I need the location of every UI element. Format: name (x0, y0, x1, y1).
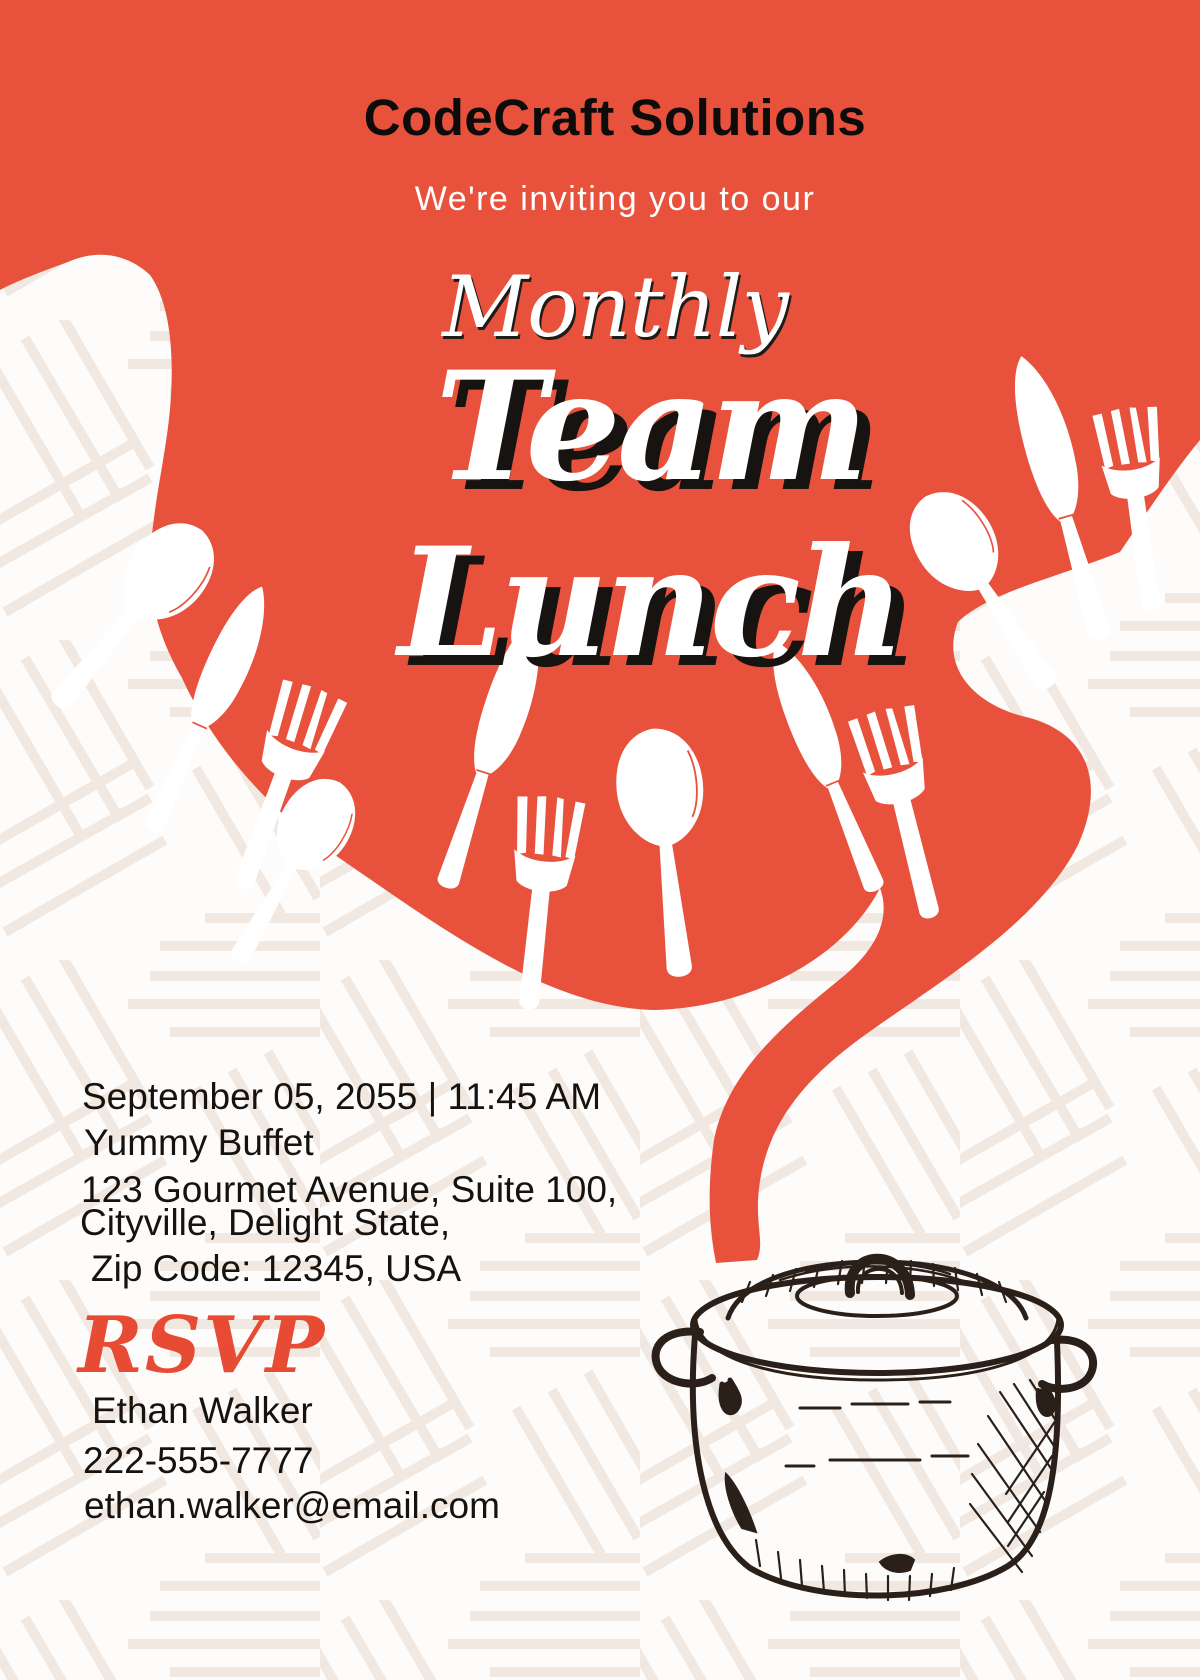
event-address-line1: 123 Gourmet Avenue, Suite 100, (81, 1169, 618, 1210)
invite-line: We're inviting you to our (414, 180, 816, 218)
title-lunch: Lunch (398, 515, 902, 691)
event-venue: Yummy Buffet (84, 1122, 314, 1163)
rsvp-phone: 222-555-7777 (83, 1440, 314, 1481)
title-monthly: Monthly (442, 258, 788, 356)
rsvp-email: ethan.walker@email.com (84, 1485, 500, 1526)
event-datetime: September 05, 2055 | 11:45 AM (82, 1076, 602, 1117)
company-name: CodeCraft Solutions (363, 89, 867, 146)
event-address-line3: Zip Code: 12345, USA (91, 1248, 462, 1289)
title-team: Team (435, 339, 865, 515)
rsvp-heading: RSVP (78, 1300, 327, 1391)
rsvp-contact-name: Ethan Walker (92, 1390, 313, 1431)
event-address-line2: Cityville, Delight State, (80, 1202, 451, 1243)
